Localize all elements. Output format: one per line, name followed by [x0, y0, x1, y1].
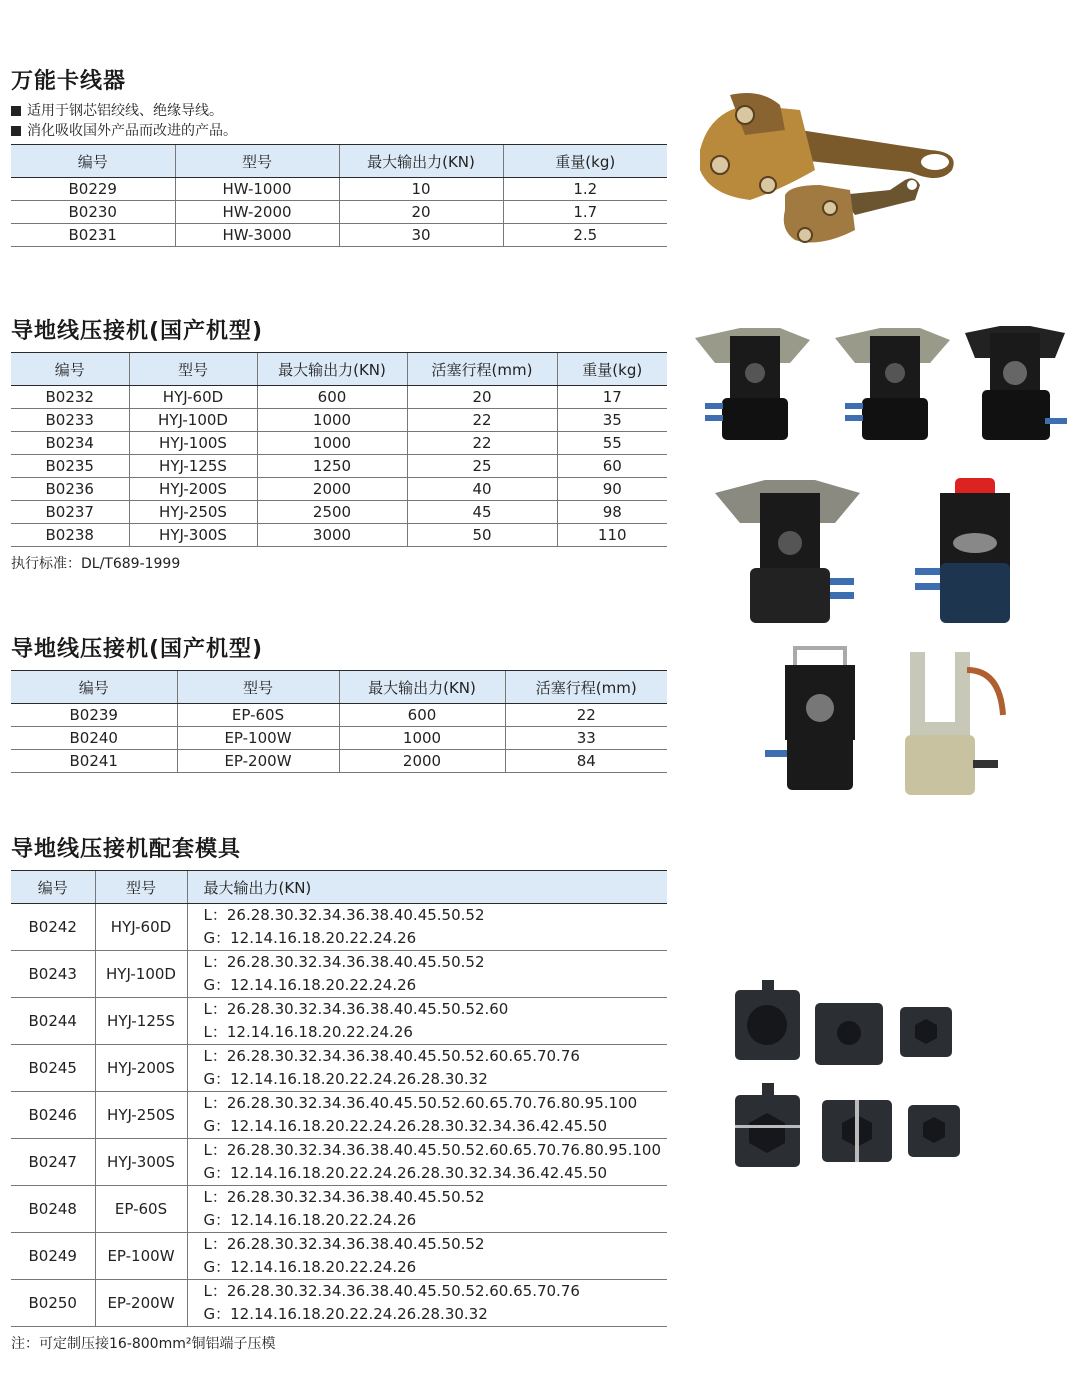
column-header: 型号 — [175, 145, 339, 178]
column-header: 活塞行程(mm) — [505, 671, 667, 704]
section-title: 万能卡线器 — [11, 69, 127, 94]
section-mold-set — [11, 832, 667, 1353]
mold-table — [11, 870, 667, 1327]
table-cell: 30 — [339, 224, 503, 247]
table-cell: B0248 — [11, 1186, 95, 1233]
table-cell: 1000 — [339, 727, 505, 750]
table-cell: B0247 — [11, 1139, 95, 1186]
table-cell: HYJ-100S — [129, 432, 257, 455]
table-cell: HYJ-125S — [129, 455, 257, 478]
die-spec-line: G：12.14.16.18.20.22.24.26.28.30.32 — [203, 1305, 488, 1323]
table-cell: 1250 — [257, 455, 407, 478]
column-header: 重量(kg) — [503, 145, 667, 178]
column-header: 编号 — [11, 353, 129, 386]
table-cell: 1.2 — [503, 178, 667, 201]
table-cell: 98 — [557, 501, 667, 524]
table-body — [11, 386, 667, 547]
table-cell: B0242 — [11, 904, 95, 951]
table-cell: 2000 — [257, 478, 407, 501]
crimper-hyj-60d — [695, 328, 810, 440]
square-bullet-icon — [11, 106, 21, 116]
die-spec-line: G：12.14.16.18.20.22.24.26 — [203, 1211, 417, 1229]
table-row — [11, 432, 667, 455]
die-hex-large — [735, 1083, 800, 1167]
die-spec-cell — [187, 1233, 667, 1280]
die-spec-line: L：26.28.30.32.34.36.38.40.45.50.52.60 — [203, 1000, 509, 1018]
table-row — [11, 1092, 667, 1139]
table-cell: B0236 — [11, 478, 129, 501]
table-row — [11, 727, 667, 750]
table-cell: HYJ-60D — [129, 386, 257, 409]
spec-table — [11, 352, 667, 547]
table-cell: 1000 — [257, 409, 407, 432]
table-row — [11, 1280, 667, 1327]
die-spec-line: L：26.28.30.32.34.36.38.40.45.50.52 — [203, 906, 485, 924]
table-cell: EP-100W — [177, 727, 339, 750]
table-cell: B0230 — [11, 201, 175, 224]
die-spec-line: L：26.28.30.32.34.36.38.40.45.50.52.60.65.70.76 — [203, 1047, 580, 1065]
table-cell: B0245 — [11, 1045, 95, 1092]
column-header: 编号 — [11, 671, 177, 704]
column-header: 活塞行程(mm) — [407, 353, 557, 386]
table-cell: EP-60S — [95, 1186, 187, 1233]
die-spec-cell — [187, 1045, 667, 1092]
table-header-row — [11, 671, 667, 704]
die-spec-cell — [187, 951, 667, 998]
table-cell: B0234 — [11, 432, 129, 455]
table-row — [11, 178, 667, 201]
table-cell: B0250 — [11, 1280, 95, 1327]
table-cell: 22 — [505, 704, 667, 727]
table-row — [11, 201, 667, 224]
table-cell: 1.7 — [503, 201, 667, 224]
table-cell: HYJ-100D — [129, 409, 257, 432]
die-spec-line: G：12.14.16.18.20.22.24.26.28.30.32.34.36.42.45.50 — [203, 1117, 608, 1135]
crimp-die-photos — [730, 975, 970, 1180]
table-cell: 90 — [557, 478, 667, 501]
die-round-large — [735, 980, 800, 1060]
table-row — [11, 1045, 667, 1092]
table-body — [11, 178, 667, 247]
crimper-hyj-200s — [915, 478, 1010, 623]
spec-table — [11, 144, 667, 247]
die-spec-line: L：26.28.30.32.34.36.38.40.45.50.52 — [203, 953, 485, 971]
table-cell: 1000 — [257, 432, 407, 455]
table-cell: 84 — [505, 750, 667, 773]
table-row — [11, 386, 667, 409]
table-row — [11, 1186, 667, 1233]
table-cell: 60 — [557, 455, 667, 478]
ep-crimper-photos — [765, 640, 1035, 800]
table-header-row — [11, 145, 667, 178]
table-cell: EP-200W — [95, 1280, 187, 1327]
die-spec-line: L：26.28.30.32.34.36.38.40.45.50.52 — [203, 1235, 485, 1253]
table-cell: 600 — [257, 386, 407, 409]
table-cell: B0231 — [11, 224, 175, 247]
die-spec-line: L：26.28.30.32.34.36.38.40.45.50.52 — [203, 1188, 485, 1206]
column-header: 最大输出力(KN) — [339, 671, 505, 704]
die-hex-medium — [822, 1100, 892, 1162]
table-cell: B0249 — [11, 1233, 95, 1280]
die-spec-line: G：12.14.16.18.20.22.24.26.28.30.32.34.36.42.45.50 — [203, 1164, 608, 1182]
table-cell: 2500 — [257, 501, 407, 524]
table-cell: 3000 — [257, 524, 407, 547]
section-crimping-machine-1 — [11, 314, 667, 573]
die-spec-line: G：12.14.16.18.20.22.24.26 — [203, 1258, 417, 1276]
die-hex-mini — [908, 1105, 960, 1157]
table-body — [11, 904, 667, 1327]
table-row — [11, 750, 667, 773]
table-row — [11, 951, 667, 998]
table-cell: 10 — [339, 178, 503, 201]
table-cell: HYJ-250S — [95, 1092, 187, 1139]
die-hex-small — [900, 1007, 952, 1057]
table-body — [11, 704, 667, 773]
section-title: 导地线压接机(国产机型) — [11, 637, 264, 662]
section-crimping-machine-2 — [11, 632, 667, 773]
crimping-machine-photos — [690, 318, 1070, 628]
table-header-row — [11, 871, 667, 904]
spec-table — [11, 670, 667, 773]
table-cell: 20 — [407, 386, 557, 409]
table-cell: B0229 — [11, 178, 175, 201]
table-cell: HYJ-300S — [95, 1139, 187, 1186]
die-spec-line: L：26.28.30.32.34.36.38.40.45.50.52.60.65.70.76.80.95.100 — [203, 1141, 662, 1159]
table-cell: B0241 — [11, 750, 177, 773]
table-row — [11, 409, 667, 432]
table-row — [11, 1233, 667, 1280]
table-cell: EP-100W — [95, 1233, 187, 1280]
table-row — [11, 904, 667, 951]
table-cell: HYJ-200S — [95, 1045, 187, 1092]
column-header: 重量(kg) — [557, 353, 667, 386]
die-spec-line: L：12.14.16.18.20.22.24.26 — [203, 1023, 413, 1041]
table-cell: 40 — [407, 478, 557, 501]
die-spec-line: G：12.14.16.18.20.22.24.26 — [203, 976, 417, 994]
die-spec-cell — [187, 1186, 667, 1233]
table-cell: B0238 — [11, 524, 129, 547]
table-cell: B0233 — [11, 409, 129, 432]
table-cell: 45 — [407, 501, 557, 524]
column-header: 型号 — [95, 871, 187, 904]
die-spec-line: G：12.14.16.18.20.22.24.26 — [203, 929, 417, 947]
table-cell: EP-60S — [177, 704, 339, 727]
table-cell: HYJ-100D — [95, 951, 187, 998]
crimper-hyj-125s — [715, 480, 860, 623]
table-cell: 55 — [557, 432, 667, 455]
table-cell: 25 — [407, 455, 557, 478]
table-cell: B0240 — [11, 727, 177, 750]
feature-list — [11, 101, 667, 141]
table-cell: HW-1000 — [175, 178, 339, 201]
table-cell: B0235 — [11, 455, 129, 478]
table-cell: B0232 — [11, 386, 129, 409]
table-header-row — [11, 353, 667, 386]
die-spec-cell — [187, 904, 667, 951]
table-cell: EP-200W — [177, 750, 339, 773]
column-header: 最大输出力(KN) — [187, 871, 667, 904]
column-header: 最大输出力(KN) — [339, 145, 503, 178]
table-row — [11, 1139, 667, 1186]
table-cell: B0243 — [11, 951, 95, 998]
table-cell: 600 — [339, 704, 505, 727]
table-cell: 17 — [557, 386, 667, 409]
die-round-medium — [815, 1003, 883, 1065]
table-cell: B0246 — [11, 1092, 95, 1139]
table-cell: 33 — [505, 727, 667, 750]
crimper-ep-60s — [765, 648, 855, 790]
custom-note: 注：可定制压接16-800mm²铜铝端子压模 — [11, 1336, 276, 1352]
die-spec-line: L：26.28.30.32.34.36.40.45.50.52.60.65.70.76.80.95.100 — [203, 1094, 638, 1112]
die-spec-line: G：12.14.16.18.20.22.24.26.28.30.32 — [203, 1070, 488, 1088]
table-cell: B0239 — [11, 704, 177, 727]
section-cable-gripper — [11, 64, 667, 247]
column-header: 编号 — [11, 145, 175, 178]
column-header: 最大输出力(KN) — [257, 353, 407, 386]
table-cell: 22 — [407, 432, 557, 455]
feature-item: 消化吸收国外产品而改进的产品。 — [11, 121, 667, 141]
table-cell: B0244 — [11, 998, 95, 1045]
table-cell: B0237 — [11, 501, 129, 524]
table-cell: HW-2000 — [175, 201, 339, 224]
table-row — [11, 478, 667, 501]
table-cell: 50 — [407, 524, 557, 547]
table-cell: 35 — [557, 409, 667, 432]
table-cell: HYJ-250S — [129, 501, 257, 524]
table-cell: HYJ-60D — [95, 904, 187, 951]
crimper-hyj-100d — [835, 328, 950, 440]
table-cell: HYJ-200S — [129, 478, 257, 501]
table-cell: 2000 — [339, 750, 505, 773]
table-row — [11, 224, 667, 247]
column-header: 编号 — [11, 871, 95, 904]
table-cell: HW-3000 — [175, 224, 339, 247]
table-row — [11, 524, 667, 547]
table-row — [11, 704, 667, 727]
cable-gripper-photo — [690, 90, 965, 255]
standard-note: 执行标准：DL/T689-1999 — [11, 556, 181, 572]
square-bullet-icon — [11, 126, 21, 136]
die-spec-cell — [187, 998, 667, 1045]
section-title: 导地线压接机(国产机型) — [11, 319, 264, 344]
feature-item: 适用于钢芯铝绞线、绝缘导线。 — [11, 101, 667, 121]
table-row — [11, 501, 667, 524]
crimper-ep-100w — [905, 652, 1003, 795]
die-spec-cell — [187, 1280, 667, 1327]
die-spec-cell — [187, 1092, 667, 1139]
table-cell: 110 — [557, 524, 667, 547]
section-title: 导地线压接机配套模具 — [11, 837, 242, 862]
table-cell: 22 — [407, 409, 557, 432]
column-header: 型号 — [177, 671, 339, 704]
table-cell: HYJ-300S — [129, 524, 257, 547]
die-spec-cell — [187, 1139, 667, 1186]
table-cell: 20 — [339, 201, 503, 224]
table-cell: HYJ-125S — [95, 998, 187, 1045]
crimper-hyj-100s — [965, 326, 1067, 440]
table-row — [11, 998, 667, 1045]
column-header: 型号 — [129, 353, 257, 386]
die-spec-line: L：26.28.30.32.34.36.38.40.45.50.52.60.65.70.76 — [203, 1282, 580, 1300]
table-cell: 2.5 — [503, 224, 667, 247]
table-row — [11, 455, 667, 478]
